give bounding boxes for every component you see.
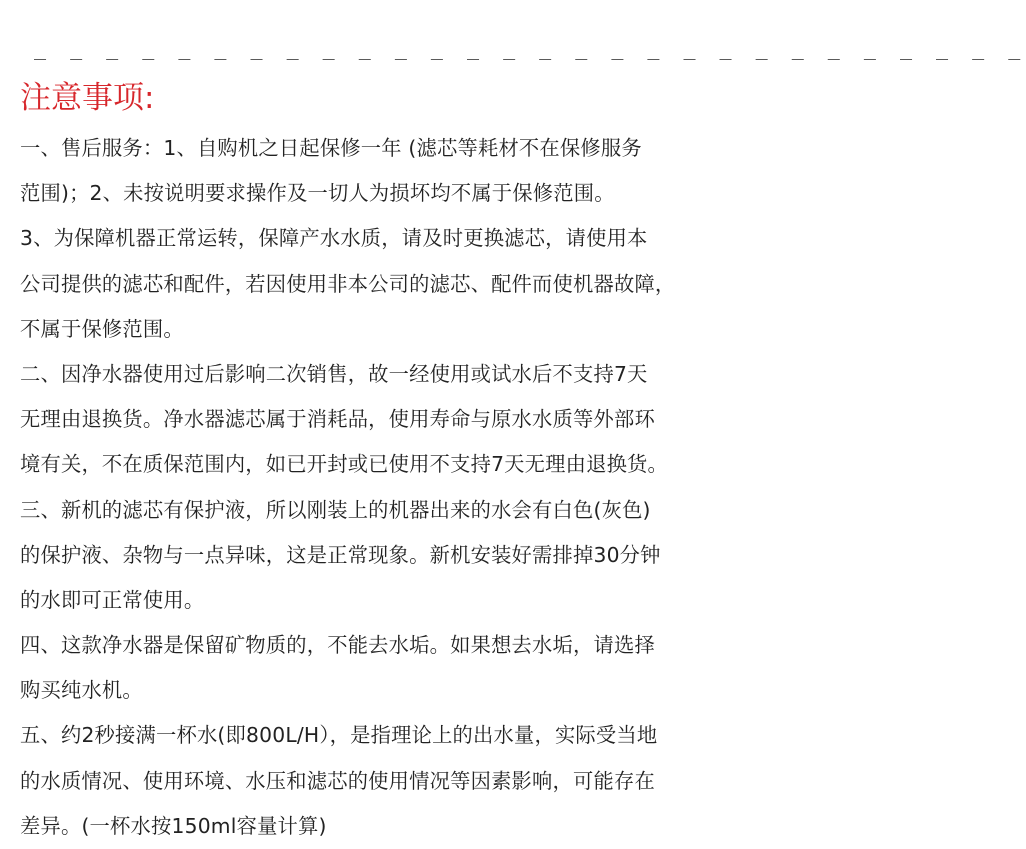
- notice-line: 不属于保修范围。: [20, 316, 184, 341]
- notice-line: 境有关，不在质保范围内，如已开封或已使用不支持7天无理由退换货。: [20, 452, 669, 477]
- notice-line: 的水即可正常使用。: [20, 587, 205, 612]
- notice-line: 四、这款净水器是保留矿物质的，不能去水垢。如果想去水垢，请选择: [20, 633, 655, 658]
- page-title: 注意事项:: [20, 80, 155, 116]
- notice-line: 的水质情况、使用环境、水压和滤芯的使用情况等因素影响，可能存在: [20, 768, 655, 793]
- notice-line: 无理由退换货。净水器滤芯属于消耗品，使用寿命与原水水质等外部环: [20, 407, 655, 432]
- notice-line: 二、因净水器使用过后影响二次销售，故一经使用或试水后不支持7天: [20, 361, 648, 386]
- notice-line: 范围)；2、未按说明要求操作及一切人为损坏均不属于保修范围。: [20, 181, 615, 206]
- notice-line: 差异。(一杯水按150ml容量计算): [20, 813, 327, 838]
- notice-line: 五、约2秒接满一杯水(即800L/H），是指理论上的出水量，实际受当地: [20, 723, 658, 748]
- notice-line: 3、为保障机器正常运转，保障产水水质，请及时更换滤芯，请使用本: [20, 226, 648, 251]
- notice-line: 三、新机的滤芯有保护液，所以刚装上的机器出来的水会有白色(灰色): [20, 497, 651, 522]
- dashed-divider: _ _ _ _ _ _ _ _ _ _ _ _ _ _ _ _ _ _ _ _ _ _ _ _ _ _ _ _: [34, 36, 1026, 60]
- notice-line: 购买纯水机。: [20, 678, 143, 703]
- notice-line: 公司提供的滤芯和配件，若因使用非本公司的滤芯、配件而使机器故障，: [20, 271, 676, 296]
- notice-body: [20, 126, 745, 849]
- notice-line: 一、售后服务：1、自购机之日起保修一年 (滤芯等耗材不在保修服务: [20, 136, 642, 160]
- notice-line: 的保护液、杂物与一点异味，这是正常现象。新机安装好需排掉30分钟: [20, 542, 661, 567]
